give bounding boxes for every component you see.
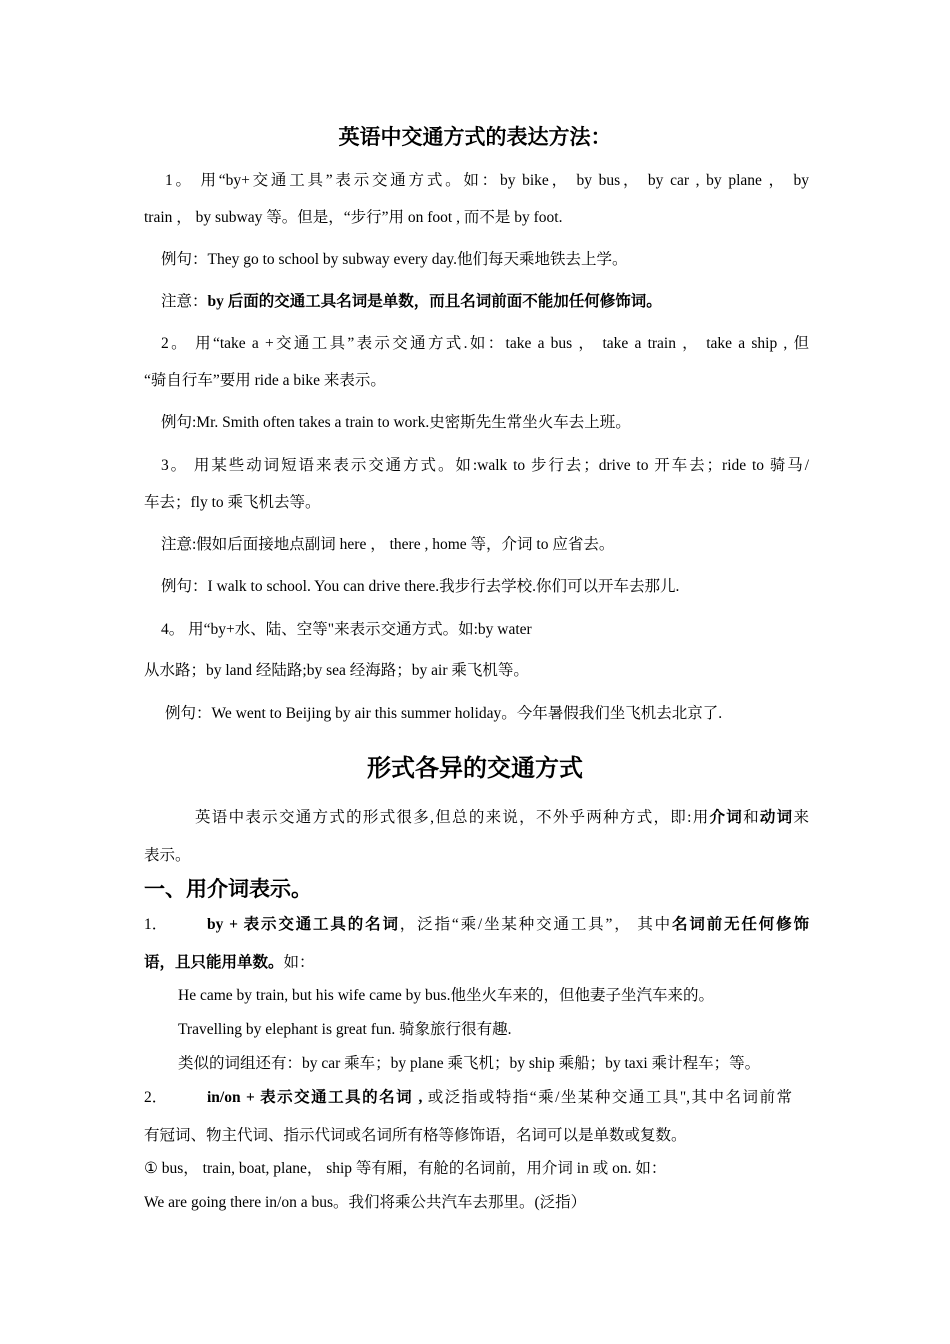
intro-line-2: 表示。 <box>144 847 191 864</box>
example-sentence-3: 类似的词组还有：by car 乘车；by plane 乘飞机；by ship 乘船；by taxi 乘计程车；等。 <box>178 1055 761 1072</box>
item-1-text-end: 如： <box>283 954 315 971</box>
intro-emphasis-preposition: 介词 <box>709 809 744 826</box>
intro-line-1 <box>195 808 809 828</box>
intro-text-and: 和 <box>743 809 760 826</box>
intro-text-start: 英语中表示交通方式的形式很多,但总的来说，不外乎两种方式，即:用 <box>195 809 710 826</box>
example-4: 例句：We went to Beijing by air this summer holiday。今年暑假我们坐飞机去北京了. <box>165 705 723 722</box>
intro-text-end: 来 <box>793 809 809 826</box>
example-sentence-1: He came by train, but his wife came by bus.他坐火车来的，但他妻子坐汽车来的。 <box>178 987 714 1004</box>
item-1-line-1 <box>207 915 809 935</box>
point-2-line-2: “骑自行车”要用 ride a bike 来表示。 <box>144 372 386 389</box>
example-2: 例句:Mr. Smith often takes a train to work.史密斯先生常坐火车去上班。 <box>161 414 631 431</box>
example-1: 例句：They go to school by subway every day.他们每天乘地铁去上学。 <box>161 251 628 268</box>
example-sentence-4: We are going there in/on a bus。我们将乘公共汽车去那里。(泛指） <box>144 1194 587 1211</box>
note-1-label: 注意： <box>161 293 208 310</box>
heading-prepositions: 一、用介词表示。 <box>144 877 312 901</box>
point-4-line-1: 4。 用“by+水、陆、空等"来表示交通方式。如:by water <box>161 621 532 638</box>
item-2-text: 或泛指或特指“乘/坐某种交通工具",其中名词前常 <box>422 1089 793 1106</box>
note-1-emphasis: by 后面的交通工具名词是单数，而且名词前面不能加任何修饰词。 <box>207 293 662 310</box>
point-4-line-2: 从水路；by land 经陆路;by sea 经海路；by air 乘飞机等。 <box>144 662 529 679</box>
item-2-emphasis: in/on + 表示交通工具的名词 , <box>207 1089 423 1106</box>
point-3-line-1: 3。 用某些动词短语来表示交通方式。如:walk to 步行去；drive to 开车去；ride to 骑马/ <box>161 457 809 474</box>
note-1 <box>161 292 826 312</box>
point-1-line-1: 1。 用“by+交通工具”表示交通方式。如：by bike， by bus， by car , by plane ， by <box>165 172 809 189</box>
item-1-text: ，泛指“乘/坐某种交通工具”， 其中 <box>399 916 673 933</box>
item-1-number: 1． <box>144 916 168 933</box>
item-1-emphasis-3: 语，且只能用单数。 <box>144 954 284 971</box>
point-3-line-2: 车去；fly to 乘飞机去等。 <box>144 494 321 511</box>
item-1-line-2 <box>144 953 809 973</box>
point-2-line-1: 2。 用“take a +交通工具”表示交通方式.如：take a bus ， take a train ， take a ship , 但 <box>161 335 809 352</box>
example-sentence-2: Travelling by elephant is great fun. 骑象旅行很有趣. <box>178 1021 512 1038</box>
point-1-line-2: train ， by subway 等。但是，“步行”用 on foot , 而不是 by foot. <box>144 209 563 226</box>
item-2-line-1 <box>207 1088 792 1108</box>
note-2: 注意:假如后面接地点副词 here ， there , home 等，介词 to 应省去。 <box>161 536 615 553</box>
intro-emphasis-verb: 动词 <box>759 809 794 826</box>
item-2-number: 2． <box>144 1089 168 1106</box>
item-1-emphasis-2: 名词前无任何修饰 <box>672 916 809 933</box>
sub-item-1: ① bus， train, boat, plane， ship 等有厢，有舱的名词前，用介词 in 或 on. 如： <box>144 1160 667 1177</box>
item-2-line-2: 有冠词、物主代词、指示代词或名词所有格等修饰语，名词可以是单数或复数。 <box>144 1127 687 1144</box>
example-3: 例句：I walk to school. You can drive there.我步行去学校.你们可以开车去那儿. <box>161 578 680 595</box>
section-title: 形式各异的交通方式 <box>367 756 583 782</box>
page-title: 英语中交通方式的表达方法： <box>338 125 612 149</box>
item-1-emphasis-1: by + 表示交通工具的名词 <box>207 916 400 933</box>
